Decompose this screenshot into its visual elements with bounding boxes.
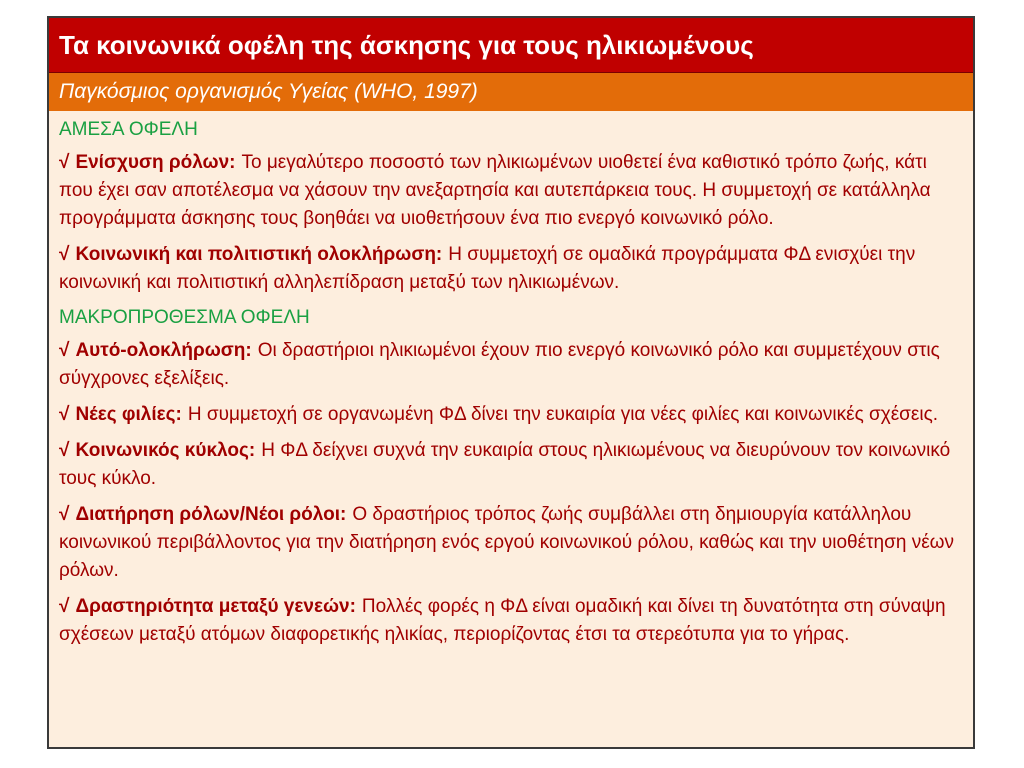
slide [47,16,975,749]
benefit-text: Η συμμετοχή σε οργανωμένη ΦΔ δίνει την ευκαιρία για νέες φιλίες και κοινωνικές σχέσεις. [187,404,939,425]
check-icon: √ [59,404,70,425]
section-heading-immediate: ΑΜΕΣΑ ΟΦΕΛΗ [59,119,198,140]
benefit-term: Δραστηριότητα μεταξύ γενεών: [75,596,356,617]
benefit-text: Το μεγαλύτερο ποσοστό των ηλικιωμένων υιοθετεί ένα καθιστικό τρόπο ζωής, κάτι που έχει σαν αποτέλεσμα να χάσουν την ανεξαρτησία και αυτεπάρκεια τους. Η συμμετοχή σε κατάλληλα προγράμματα άσκησης τους βοηθάει να υιοθετήσουν ένα πιο ενεργό κοινωνικό ρόλο. [59,152,931,229]
benefit-text: Πολλές φορές η ΦΔ είναι ομαδική και δίνει τη δυνατότητα στη σύναψη σχέσεων μεταξύ ατόμων διαφορετικής ηλικίας, περιορίζοντας έτσι τα στερεότυπα για το γήρας. [59,596,946,645]
section-heading-long-term: ΜΑΚΡΟΠΡΟΘΕΣΜΑ ΟΦΕΛΗ [59,307,310,328]
check-icon: √ [59,440,70,461]
check-icon: √ [59,340,70,361]
benefit-term: Ενίσχυση ρόλων: [75,152,236,173]
benefit-term: Κοινωνικός κύκλος: [75,440,256,461]
benefit-item [59,337,963,393]
benefit-term: Αυτό-ολοκλήρωση: [75,340,252,361]
benefit-term: Νέες φιλίες: [75,404,182,425]
benefit-text: Η συμμετοχή σε ομαδικά προγράμματα ΦΔ ενισχύει την κοινωνική και πολιτιστική αλληλεπίδραση μεταξύ των ηλικιωμένων. [59,244,916,293]
benefit-text: Οι δραστήριοι ηλικιωμένοι έχουν πιο ενεργό κοινωνικό ρόλο και συμμετέχουν στις σύγχρονες εξελίξεις. [59,340,940,389]
check-icon: √ [59,244,70,265]
benefit-term: Διατήρηση ρόλων/Νέοι ρόλοι: [75,504,347,525]
benefit-item [59,241,963,297]
benefit-item [59,593,963,649]
check-icon: √ [59,504,70,525]
benefit-item [59,501,963,585]
check-icon: √ [59,152,70,173]
slide-title: Τα κοινωνικά οφέλη της άσκησης για τους ηλικιωμένους [49,18,973,73]
slide-content [49,111,973,649]
benefit-item [59,401,963,429]
benefit-text: Ο δραστήριος τρόπος ζωής συμβάλλει στη δημιουργία κατάλληλου κοινωνικού περιβάλλοντος για την διατήρηση ενός εργού κοινωνικού ρόλου, καθώς και την υιοθέτηση νέων ρόλων. [59,504,954,581]
check-icon: √ [59,596,70,617]
benefit-item [59,149,963,233]
benefit-text: Η ΦΔ δείχνει συχνά την ευκαιρία στους ηλικιωμένους να διευρύνουν τον κοινωνικό τους κύκλο. [59,440,951,489]
benefit-term: Κοινωνική και πολιτιστική ολοκλήρωση: [75,244,443,265]
benefit-item [59,437,963,493]
slide-subtitle: Παγκόσμιος οργανισμός Υγείας (WHO, 1997) [49,73,973,111]
